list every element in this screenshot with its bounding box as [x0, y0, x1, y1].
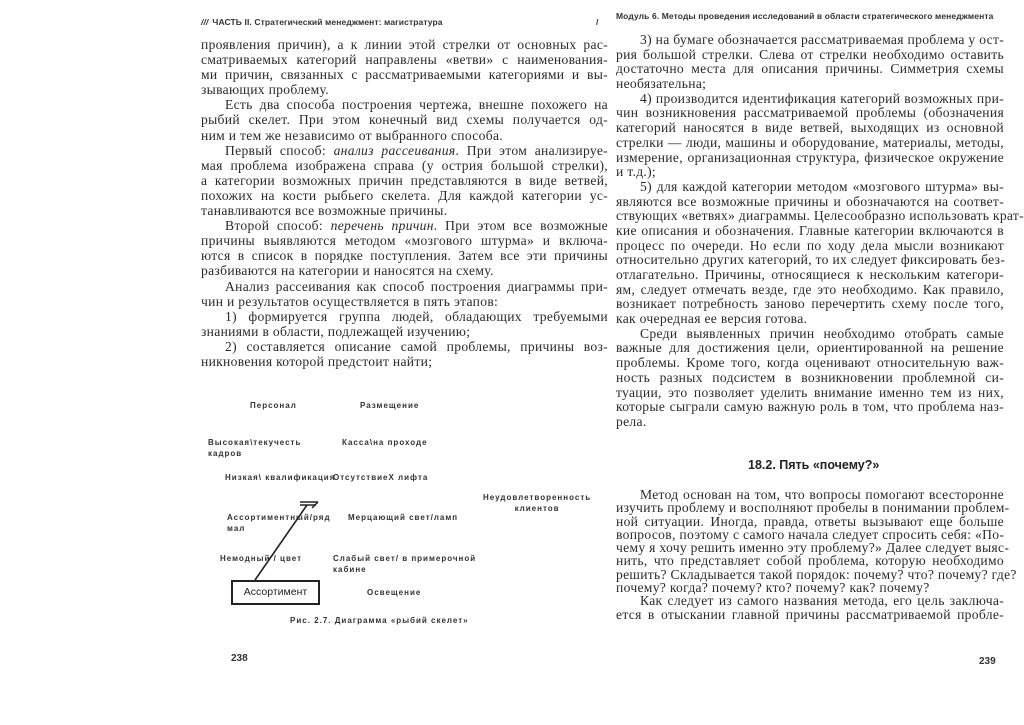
text-line: важные для достижения цели, ориентированной на решение [616, 340, 1004, 356]
text-line: сматриваемых категорий направлены «ветви» с наименования- [201, 52, 608, 68]
header-slash: / [596, 17, 599, 27]
text-line: похожих на кости рыбьего скелета. Для каждой категории ус- [201, 187, 608, 203]
text-line: нить, что представляет собой проблема, которую необходимо [616, 553, 1004, 569]
label-personnel: Персонал [250, 401, 297, 410]
text-line: проблемы. Кроме того, когда оценивают относительную важ- [616, 355, 1004, 371]
italic-term: анализ рассеивания [333, 142, 456, 158]
text-line: Есть два способа построения чертежа, внешне похожего на [225, 97, 608, 113]
text-line: ям, следует отмечать везде, где это необходимо. Как правило, [616, 281, 1004, 297]
label-flicker: Мерцающий свет/ламп [348, 513, 459, 522]
text-line: решить? Складывается такой порядок: почему? что? почему? где? [616, 566, 1017, 582]
text-line: никновения которой предстоит найти; [201, 353, 433, 369]
label-color: Немодный / цвет [220, 554, 303, 563]
text-line: ной ситуации. Иногда, правда, ответы вызывают еще больше [616, 513, 1004, 529]
running-header-right: Модуль 6. Методы проведения исследований в области стратегического менеджмента [616, 11, 994, 21]
text-line: ется в отыскании главной причины рассматриваемой пробле- [616, 606, 1004, 622]
page-number-left: 238 [231, 653, 248, 664]
text-line: 1) формируется группа людей, обладающих требуемыми [225, 308, 608, 324]
text-line: ним и тем же независимо от выбранного способа. [201, 127, 503, 143]
text-line: 2) составляется описание самой проблемы, причины воз- [225, 338, 608, 354]
assortment-box: Ассортимент [231, 580, 320, 605]
text-span: Первый способ: [225, 142, 334, 158]
header-title: ЧАСТЬ II. Стратегический менеджмент: магистратура [212, 17, 443, 27]
text-line: чин возникновения рассматриваемой проблемы (обозначения [616, 105, 1004, 121]
text-line: Среди выявленных причин необходимо отобрать самые [640, 325, 1004, 341]
label-line: Слабый свет/ в примерочной [333, 554, 477, 563]
text-line: туации, это позволяет уделить внимание именно тем из них, [616, 384, 1004, 400]
text-line: почему? когда? почему? кто? почему? как? почему? [616, 580, 930, 596]
text-line: относительно других категорий, то их следует фиксировать без- [616, 252, 1006, 268]
text-line: а категории возможных причин представляются в виде ветвей, [201, 172, 608, 188]
text-line: причины выявляются методом «мозгового штурма» и включа- [201, 233, 608, 249]
label-line: Неудовлетворенность [483, 493, 592, 502]
text-line: Как следует из самого названия метода, его цель заключа- [640, 593, 1004, 609]
text-line: Анализ рассеивания как способ построения диаграммы при- [225, 278, 608, 294]
text-line: вопросов, поэтому с самого начала следует спросить себя: «По- [616, 526, 1005, 542]
label-cashdesk: Касса\на проходе [342, 438, 428, 447]
text-line: чин и результатов осуществляется в пять этапов: [201, 293, 499, 309]
right-page-text [616, 32, 1024, 430]
text-line: и т.д.); [616, 164, 657, 180]
text-line: ность разных подсистем в возникновении проблемной си- [616, 369, 1004, 385]
text-line: измерение, организационная структура, физическое окружение [616, 149, 1004, 165]
text-line: отлагательно. Причины, относящиеся к нескольким категори- [616, 267, 1004, 282]
branch-line [255, 505, 307, 580]
label-lighting: Освещение [367, 588, 422, 597]
figure-caption: Рис. 2.7. Диаграмма «рыбий скелет» [290, 616, 469, 625]
label-line: клиентов [514, 504, 560, 513]
arrow-icon [300, 502, 318, 508]
section-heading: 18.2. Пять «почему?» [748, 458, 880, 472]
label-elevator: ОтсутствиеХ лифта [333, 473, 429, 482]
label-line: мал [227, 524, 246, 533]
label-line: кадров [208, 449, 243, 458]
text-line: ми причин, связанных с рассматриваемыми категориями и вы- [201, 67, 608, 83]
text-line: мая проблема изображена справа (у острия большой стрелки), [201, 157, 608, 173]
text-line: изучить проблему и восполняют пробелы в понимании проблем- [616, 500, 1010, 516]
text-line: ются в список в порядке поступления. Затем все эти причины [201, 248, 608, 264]
text-line: разбиваются на категории и наносятся на схему. [201, 263, 494, 279]
text-line: которые сыграли самую важную роль в том, что проблема наз- [616, 399, 1004, 415]
label-line: Ассортиментный/ряд [227, 513, 331, 522]
text-line: рыбий скелет. При этом конечный вид схемы получается од- [201, 112, 608, 128]
text-line: рела. [616, 413, 647, 429]
text-line: рия большой стрелки. Слева от стрелки необходимо оставить [616, 46, 1004, 62]
italic-term: перечень причин [330, 218, 434, 234]
text-line: являются все возможные причины и обозначаются на соответ- [616, 193, 1004, 209]
text-line: ствующих «ветвях» диаграммы. Целесообразно использовать крат- [616, 208, 1024, 224]
text-line: знаниями в области, подлежащей изучению; [201, 323, 471, 339]
header-mark: /// [201, 17, 209, 27]
text-line: возникает потребность заново перечертить схему после того, [616, 296, 1004, 312]
label-line: Высокая\текучесть [208, 438, 302, 447]
text-line: достаточно места для описания причины. Симметрия схемы [616, 61, 1004, 77]
text-line: 3) на бумаге обозначается рассматриваемая проблема у ост- [640, 32, 1005, 47]
text-line: чему я хочу решить именно эту проблему?» Далее следует выяс- [616, 540, 1010, 556]
text-line: Метод основан на том, что вопросы помогают всесторонне [640, 487, 1004, 502]
text-line: категорий наносятся в виде ветвей, выходящих из основной [616, 120, 1004, 136]
text-line: танавливаются все возможные причины. [201, 203, 448, 219]
text-line: 4) производится идентификация категорий возможных при- [640, 90, 1004, 106]
text-line: 5) для каждой категории методом «мозгового штурма» вы- [640, 178, 1004, 194]
text-line: как очередная ее версия готова. [616, 311, 808, 327]
text-span: Второй способ: [225, 218, 331, 234]
text-line: кие описания и обозначения. Главные категории включаются в [616, 222, 1004, 238]
text-line: зывающих проблему. [201, 82, 329, 98]
label-placement: Размещение [360, 401, 420, 410]
page-number-right: 239 [979, 656, 996, 667]
label-qualification: Низкая\ квалификация [225, 473, 336, 482]
text-line: стрелки — люди, машины и оборудование, материалы, методы, [616, 134, 1004, 150]
text-span: . При этом все возможные [433, 218, 608, 234]
text-line: процесс по очереди. Но если по ходу дела мысли возникают [616, 237, 1004, 253]
text-line: необязательна; [616, 76, 707, 92]
right-page-text-section [616, 487, 1017, 622]
text-span: . При этом анализируе- [455, 142, 608, 158]
label-line: кабине [333, 565, 367, 574]
text-line: проявления причин), а к линии этой стрелки от основных рас- [201, 37, 608, 52]
